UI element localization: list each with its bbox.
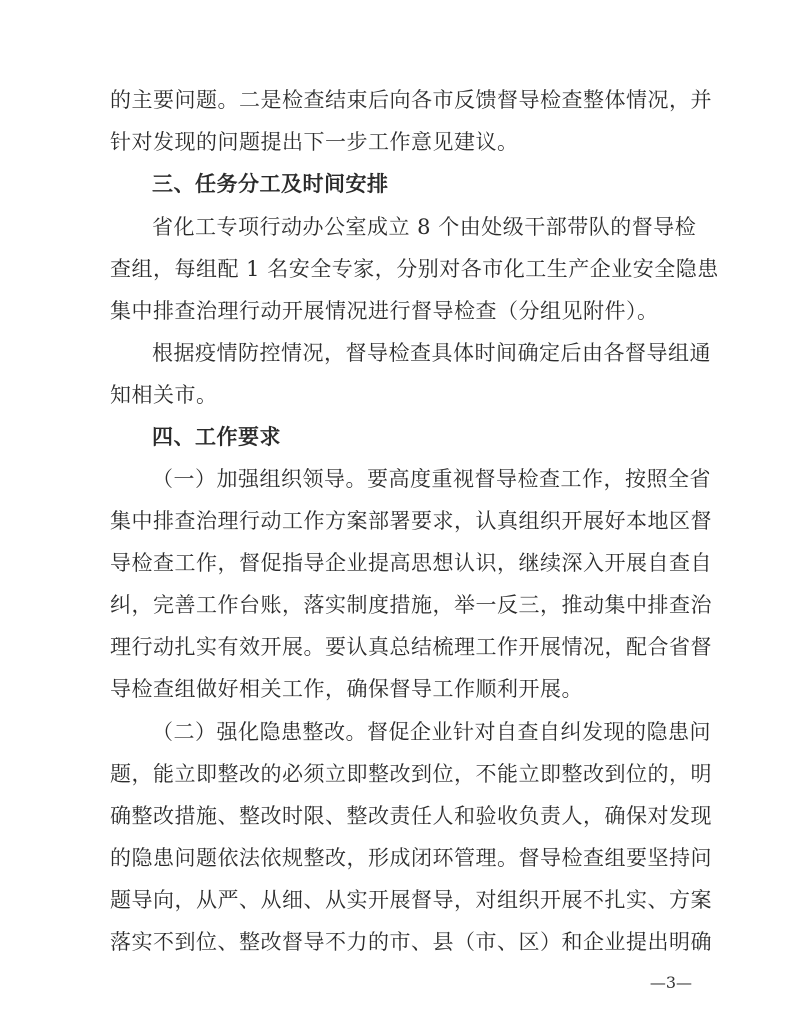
- section-heading: 四、工作要求: [152, 425, 281, 449]
- paragraph-line: 确整改措施、整改时限、整改责任人和验收负责人，确保对发现: [110, 804, 712, 828]
- paragraph-line: 集中排查治理行动开展情况进行督导检查（分组见附件）。: [110, 299, 659, 323]
- paragraph-text: 督促企业针对自查自纠发现的隐患问: [367, 720, 711, 744]
- page-number: —3—: [649, 973, 692, 992]
- paragraph-line: 导检查工作，督促指导企业提高思想认识，继续深入开展自查自: [110, 551, 712, 575]
- paragraph-text: 要高度重视督导检查工作，按照全省: [367, 467, 711, 491]
- paragraph-line: 理行动扎实有效开展。要认真总结梳理工作开展情况，配合省督: [110, 635, 712, 659]
- paragraph-line: 的隐患问题依法依规整改，形成闭环管理。督导检查组要坚持问: [110, 846, 712, 870]
- paragraph-line: [152, 465, 711, 493]
- paragraph-line: 导检查组做好相关工作，确保督导工作顺利开展。: [110, 677, 583, 701]
- paragraph-line: 根据疫情防控情况，督导检查具体时间确定后由各督导组通: [152, 341, 711, 365]
- paragraph-line: 省化工专项行动办公室成立 8 个由处级干部带队的督导检: [152, 215, 697, 239]
- section-heading: 三、任务分工及时间安排: [152, 172, 389, 196]
- paragraph-line: 集中排查治理行动工作方案部署要求，认真组织开展好本地区督: [110, 509, 712, 533]
- paragraph-line: 题导向，从严、从细、从实开展督导，对组织开展不扎实、方案: [110, 888, 712, 912]
- paragraph-line: 纠，完善工作台账，落实制度措施，举一反三，推动集中排查治: [110, 593, 712, 617]
- paragraph-line: 落实不到位、整改督导不力的市、县（市、区）和企业提出明确: [110, 930, 712, 954]
- paragraph-line: 针对发现的问题提出下一步工作意见建议。: [110, 130, 519, 154]
- paragraph-line: [152, 718, 711, 746]
- paragraph-line: 知相关市。: [110, 383, 218, 407]
- subsection-lead: （二）强化隐患整改。: [152, 720, 367, 744]
- paragraph-line: 的主要问题。二是检查结束后向各市反馈督导检查整体情况，并: [110, 88, 712, 112]
- subsection-lead: （一）加强组织领导。: [152, 467, 367, 491]
- paragraph-line: 查组，每组配 1 名安全专家，分别对各市化工生产企业安全隐患: [110, 257, 719, 281]
- paragraph-line: 题，能立即整改的必须立即整改到位，不能立即整改到位的，明: [110, 762, 712, 786]
